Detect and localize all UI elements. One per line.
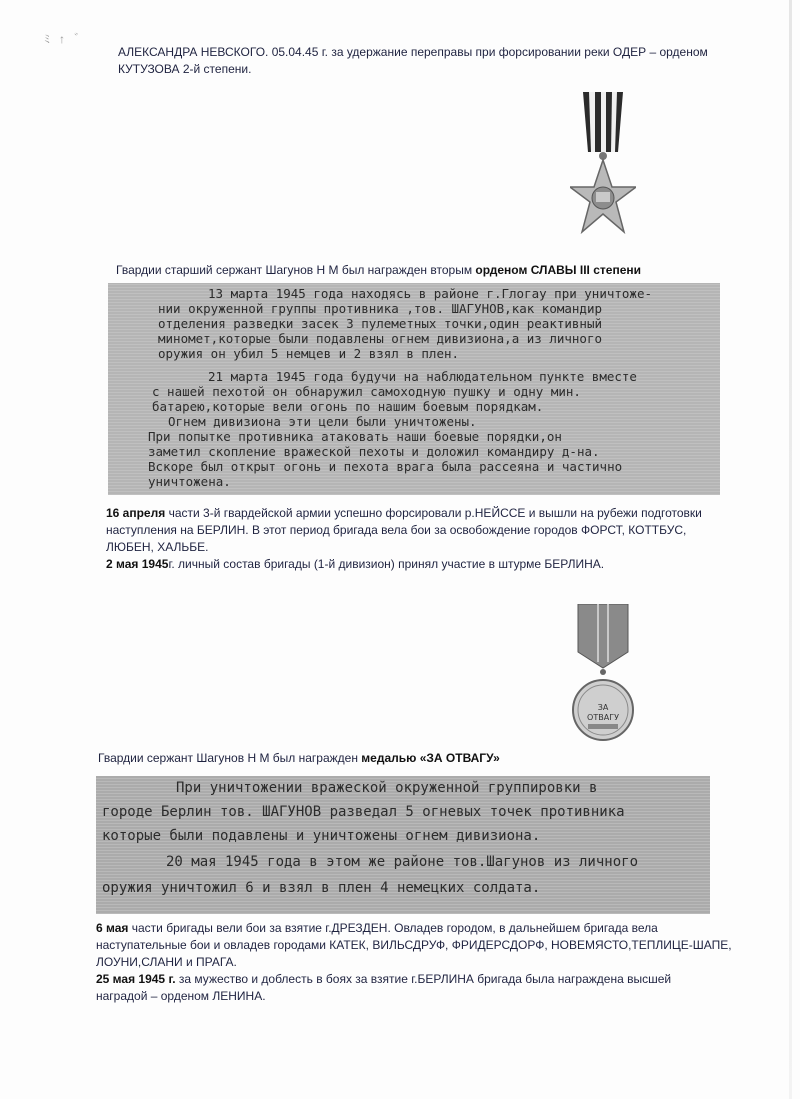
text-line: ЛОУНИ,СЛАНИ и ПРАГА. (96, 955, 237, 969)
medal-text-1: ЗА (597, 703, 609, 712)
text-line: части бригады вели бои за взятие г.ДРЕЗДЕН. Овладев городом, в дальнейшем бригада вела (128, 921, 658, 935)
scan-1-line: оружия он убил 5 немцев и 2 взял в плен. (158, 346, 460, 361)
text-line: части 3-й гвардейской армии успешно форсировали р.НЕЙССЕ и вышли на рубежи подготовки (165, 506, 702, 520)
award-2-prefix: Гвардии сержант Шагунов Н М был награжден (98, 751, 362, 765)
date-april-16: 16 апреля (106, 506, 166, 520)
text-line: г. личный состав бригады (1-й дивизион) принял участие в штурме БЕРЛИНА. (168, 557, 605, 571)
text-line: наградой – орденом ЛЕНИНА. (96, 989, 266, 1003)
scan-2-line: которые были подавлены и уничтожены огнем дивизиона. (102, 828, 541, 844)
scan-1-line: Вскоре был открыт огонь и пехота врага была рассеяна и частично (148, 459, 623, 474)
page-edge (789, 0, 792, 1099)
archive-scan-2 (96, 776, 710, 914)
date-may-25: 25 мая 1945 г. (96, 972, 176, 986)
scan-1-line: 13 марта 1945 года находясь в районе г.Глогау при уничтоже- (208, 286, 653, 301)
award-1-prefix: Гвардии старший сержант Шагунов Н М был награжден вторым (116, 263, 476, 277)
scan-2-line: При уничтожении вражеской окруженной группировки в (176, 780, 598, 796)
date-may-6: 6 мая (96, 921, 129, 935)
award-1-emphasis: орденом СЛАВЫ III степени (475, 263, 641, 277)
margin-mark: ﾐ ↑ ゛ (44, 32, 90, 46)
paragraph-may-dresden (96, 920, 736, 1005)
award-2-caption (98, 750, 718, 767)
medal-for-courage-icon (568, 604, 638, 744)
scan-1-line: Огнем дивизиона эти цели были уничтожены. (168, 414, 477, 429)
text-line: за мужество и доблесть в боях за взятие г.БЕРЛИНА бригада была награждена высшей (175, 972, 672, 986)
order-of-glory-icon (570, 92, 636, 242)
scan-2-line: 20 мая 1945 года в этом же районе тов.Шагунов из личного (166, 854, 639, 870)
archive-scan-1 (108, 283, 720, 495)
scan-1-line: миномет,которые были подавлены огнем дивизиона,а из личного (158, 331, 603, 346)
scan-1-line: уничтожена. (148, 474, 231, 489)
scan-1-line: 21 марта 1945 года будучи на наблюдательном пункте вместе (208, 369, 637, 384)
medal-text-2: ОТВАГУ (587, 713, 619, 722)
award-2-emphasis: медалью «ЗА ОТВАГУ» (361, 751, 500, 765)
text-line: ЛЮБЕН, ХАЛЬБЕ. (106, 540, 209, 554)
scan-1-line: нии окруженной группы противника ,тов. ШАГУНОВ,как командир (158, 301, 603, 316)
scan-1-line: заметил скопление вражеской пехоты и доложил командиру д-на. (148, 444, 600, 459)
date-may-2: 2 мая 1945 (106, 557, 169, 571)
scan-1-line: с нашей пехотой он обнаружил самоходную пушку и одну мин. (152, 384, 581, 399)
intro-line-2: КУТУЗОВА 2-й степени. (118, 62, 252, 76)
scan-1-line: При попытке противника атаковать наши боевые порядки,он (148, 429, 562, 444)
text-line: наступательные бои и овладев городами КАТЕК, ВИЛЬСДРУФ, ФРИДЕРСДОРФ, НОВЕМЯСТО,ТЕПЛИЦЕ-ШАПЕ, (96, 938, 732, 952)
scan-1-line: отделения разведки засек 3 пулеметных точки,один реактивный (158, 316, 603, 331)
text-line: наступления на БЕРЛИН. В этот период бригада вела бои за освобождение городов ФОРСТ, КОТТБУС, (106, 523, 687, 537)
intro-line-1: АЛЕКСАНДРА НЕВСКОГО. 05.04.45 г. за удержание переправы при форсировании реки ОДЕР – орденом (118, 45, 708, 59)
intro-paragraph (118, 44, 758, 78)
paragraph-april-may (106, 505, 746, 573)
scan-2-line: городе Берлин тов. ШАГУНОВ разведал 5 огневых точек противника (102, 804, 625, 820)
award-1-caption (116, 262, 736, 279)
scan-2-line: оружия уничтожил 6 и взял в плен 4 немецких солдата. (102, 880, 541, 896)
scan-1-line: батарею,которые вели огонь по нашим боевым порядкам. (152, 399, 544, 414)
